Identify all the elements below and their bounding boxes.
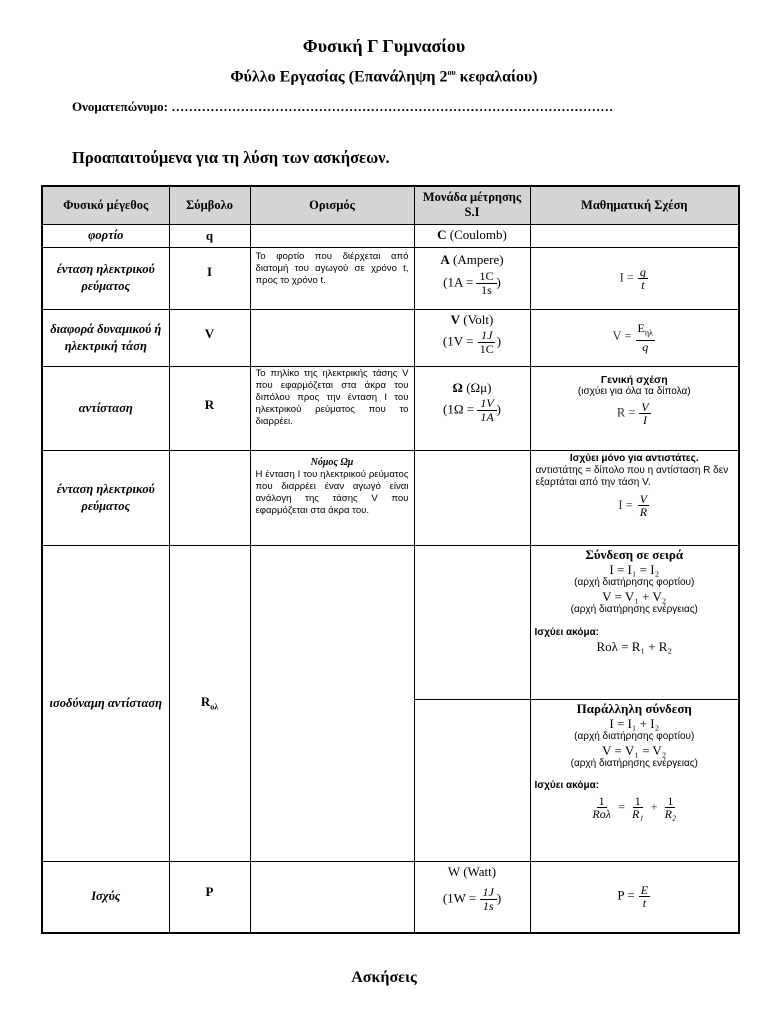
header-unit: Μονάδα μέτρησης S.I: [414, 186, 530, 224]
symbol-cell: I: [169, 247, 250, 309]
numerator: V: [641, 399, 649, 414]
unit-name: (Ωμ): [462, 379, 492, 395]
unit-eq-right: ): [496, 332, 502, 348]
unit-fraction: [476, 270, 496, 297]
parallel-eq2: V = V₁ = V₂: [602, 742, 667, 758]
relation-title: Γενική σχέση: [600, 373, 668, 386]
quantity-cell: ένταση ηλεκτρικού ρεύματος: [42, 247, 169, 309]
quantity-cell: αντίσταση: [42, 366, 169, 450]
symbol-cell: [169, 450, 250, 545]
definition-cell: [250, 309, 414, 366]
denominator: R₁: [632, 806, 644, 821]
unit-numerator: 1J: [478, 329, 495, 343]
unit-name: (Volt): [460, 311, 494, 327]
unit-denominator: 1s: [482, 898, 494, 913]
quantity-cell: διαφορά δυναμικού ή ηλεκτρική τάση: [42, 309, 169, 366]
subtitle-post: κεφαλαίου): [455, 68, 538, 86]
unit-cell: [414, 699, 530, 861]
table-row: [42, 309, 739, 366]
definition-cell: [250, 545, 414, 861]
parallel-formula: $\frac{1}{\text{Rολ}}$ = $\frac{1}{\text{R₁}}$ + $\frac{1}{\text{R₂}}$: [592, 793, 677, 821]
numerator: q: [639, 264, 646, 279]
unit-symbol: C: [437, 226, 447, 242]
parallel-eq1: I = I₁ + I₂: [609, 715, 660, 731]
relation-lhs: P =: [617, 887, 635, 903]
unit-cell: [414, 247, 530, 309]
relation-fraction: [639, 401, 650, 426]
header-relation: Μαθηματική Σχέση: [530, 186, 739, 224]
symbol-cell: P: [169, 861, 250, 933]
relation-fraction: [638, 493, 649, 518]
formula-table: [41, 185, 740, 934]
unit-denominator: 1A: [480, 409, 494, 424]
header-quantity: Φυσικό μέγεθος: [42, 186, 169, 224]
unit-cell: [414, 366, 530, 450]
relation-cell: [530, 450, 739, 545]
relation-cell: [530, 247, 739, 309]
definition-cell: Το φορτίο που διέρχεται από διατομή του αγωγού σε χρόνο t, προς το χρόνο t.: [250, 247, 414, 309]
table-row: [42, 450, 739, 545]
fraction-2: [630, 795, 646, 820]
unit-numerator: 1J: [480, 886, 497, 900]
numerator: E: [640, 883, 649, 898]
relation-fraction: [639, 884, 650, 909]
symbol-cell: V: [169, 309, 250, 366]
series-note1: (αρχή διατήρησης φορτίου): [574, 576, 695, 588]
series-also: Ισχύει ακόμα:: [534, 626, 600, 638]
series-eq2: V = V₁ + V₂: [602, 588, 667, 604]
unit-symbol: V: [450, 311, 461, 327]
quantity-cell: φορτίο: [42, 224, 169, 247]
relation-title: Ισχύει μόνο για αντιστάτες.: [569, 452, 699, 464]
relation-fraction: [638, 266, 648, 291]
relation-cell: [530, 224, 739, 247]
numerator: 1: [634, 793, 641, 808]
denominator: R: [639, 504, 648, 519]
relation-note: (ισχύει για όλα τα δίπολα): [577, 385, 691, 397]
prerequisites-heading: Προαπαιτούμενα για τη λύση των ασκήσεων.: [72, 148, 390, 167]
definition-cell: [250, 450, 414, 545]
quantity-cell: ένταση ηλεκτρικού ρεύματος: [42, 450, 169, 545]
table-row: [42, 247, 739, 309]
table-row: [42, 366, 739, 450]
numerator-sub: ηλ: [644, 328, 653, 338]
unit-cell: [414, 224, 530, 247]
denominator: Rολ: [592, 806, 611, 821]
subtitle-pre: Φύλλο Εργασίας (Επανάληψη 2: [230, 68, 448, 86]
fraction-1: [590, 795, 613, 820]
unit-eq-right: ): [496, 889, 502, 905]
relation-fraction: [636, 322, 655, 352]
unit-cell: [414, 450, 530, 545]
worksheet-subtitle: [0, 68, 768, 86]
unit-eq-right: ): [496, 273, 501, 289]
quantity-cell: ισοδύναμη αντίσταση: [42, 545, 169, 861]
relation-lhs: I =: [619, 269, 634, 284]
table-row: [42, 545, 739, 699]
unit-fraction: [480, 886, 497, 913]
unit-eq-left: (1Ω =: [442, 400, 475, 416]
law-title: Νόμος Ωμ: [310, 456, 354, 468]
denominator: R₂: [664, 806, 677, 821]
relation-cell: [530, 366, 739, 450]
numerator-main: Ε: [637, 321, 645, 336]
numerator: 1: [667, 793, 674, 808]
symbol-cell: q: [169, 224, 250, 247]
parallel-also: Ισχύει ακόμα:: [534, 779, 600, 791]
worksheet-title: Φυσική Γ Γυμνασίου: [302, 36, 466, 56]
unit-denominator: 1s: [481, 282, 492, 297]
series-eq3: Rολ = R₁ + R₂: [596, 638, 673, 654]
definition-cell: Το πηλίκο της ηλεκτρικής τάσης V που εφαρμόζεται στα άκρα του διπόλου προς την ένταση I του ηλεκτρικού ρεύματος που το διαρρέει.: [250, 366, 414, 450]
series-eq1: I = I₁ = I₂: [609, 561, 660, 577]
table-row: [42, 224, 739, 247]
symbol-sub: ολ: [210, 702, 219, 712]
table-header-row: [42, 186, 739, 224]
unit-cell: [414, 861, 530, 933]
definition-cell: [250, 861, 414, 933]
exercises-heading: Ασκήσεις: [351, 969, 417, 986]
denominator: t: [641, 277, 645, 292]
quantity-cell: Ισχύς: [42, 861, 169, 933]
relation-cell: [530, 309, 739, 366]
header-symbol: Σύμβολο: [169, 186, 250, 224]
law-text: Η ένταση I του ηλεκτρικού ρεύματος που διαρρέει έναν αγωγό είναι ανάλογη της τάσης V που εφαρμόζεται στα άκρα του.: [255, 468, 409, 516]
unit-eq-left: (1W =: [442, 889, 477, 905]
unit-name: W (Watt): [447, 863, 497, 879]
unit-eq-right: ): [496, 400, 501, 416]
name-field-label: Ονοματεπώνυμο: …………………………………………………………………………………………: [72, 99, 614, 114]
relation-lhs: R =: [616, 404, 636, 419]
unit-eq-left: (1A =: [443, 273, 474, 289]
parallel-title: Παράλληλη σύνδεση: [576, 700, 692, 716]
symbol-cell: R: [169, 366, 250, 450]
unit-numerator: 1C: [476, 270, 496, 284]
parallel-relation-cell: [530, 699, 739, 861]
unit-symbol: Ω: [452, 379, 463, 395]
denominator: I: [643, 412, 647, 427]
relation-cell: [530, 861, 739, 933]
unit-cell: [414, 545, 530, 699]
parallel-note2: (αρχή διατήρησης ενέργειας): [570, 757, 698, 769]
denominator: t: [642, 896, 647, 911]
unit-denominator: 1C: [479, 341, 494, 356]
symbol-main: R: [200, 694, 211, 710]
unit-symbol: A: [440, 251, 450, 267]
unit-cell: [414, 309, 530, 366]
numerator: [636, 322, 655, 340]
numerator: V: [639, 491, 648, 506]
unit-eq-left: (1V =: [442, 332, 474, 348]
header-definition: Ορισμός: [250, 186, 414, 224]
denominator: q: [642, 339, 649, 354]
subtitle-sup: ου: [447, 68, 456, 77]
relation-lhs: V =: [612, 329, 632, 344]
definition-cell: [250, 224, 414, 247]
numerator: 1: [598, 793, 605, 808]
unit-name: (Ampere): [449, 251, 504, 267]
series-note2: (αρχή διατήρησης ενέργειας): [570, 603, 698, 615]
unit-fraction: [477, 329, 497, 356]
relation-lhs: I =: [618, 497, 633, 512]
fraction-3: [663, 795, 679, 820]
unit-name: (Coulomb): [446, 226, 507, 242]
series-relation-cell: [530, 545, 739, 699]
unit-numerator: 1V: [477, 397, 496, 411]
parallel-note1: (αρχή διατήρησης φορτίου): [574, 730, 695, 742]
unit-fraction: [477, 397, 496, 424]
table-row: [42, 861, 739, 933]
relation-note: αντιστάτης = δίπολο που η αντίσταση R δεν εξαρτάται από την τάση V.: [535, 464, 729, 488]
symbol-cell: [169, 545, 250, 861]
series-title: Σύνδεση σε σειρά: [585, 546, 684, 562]
